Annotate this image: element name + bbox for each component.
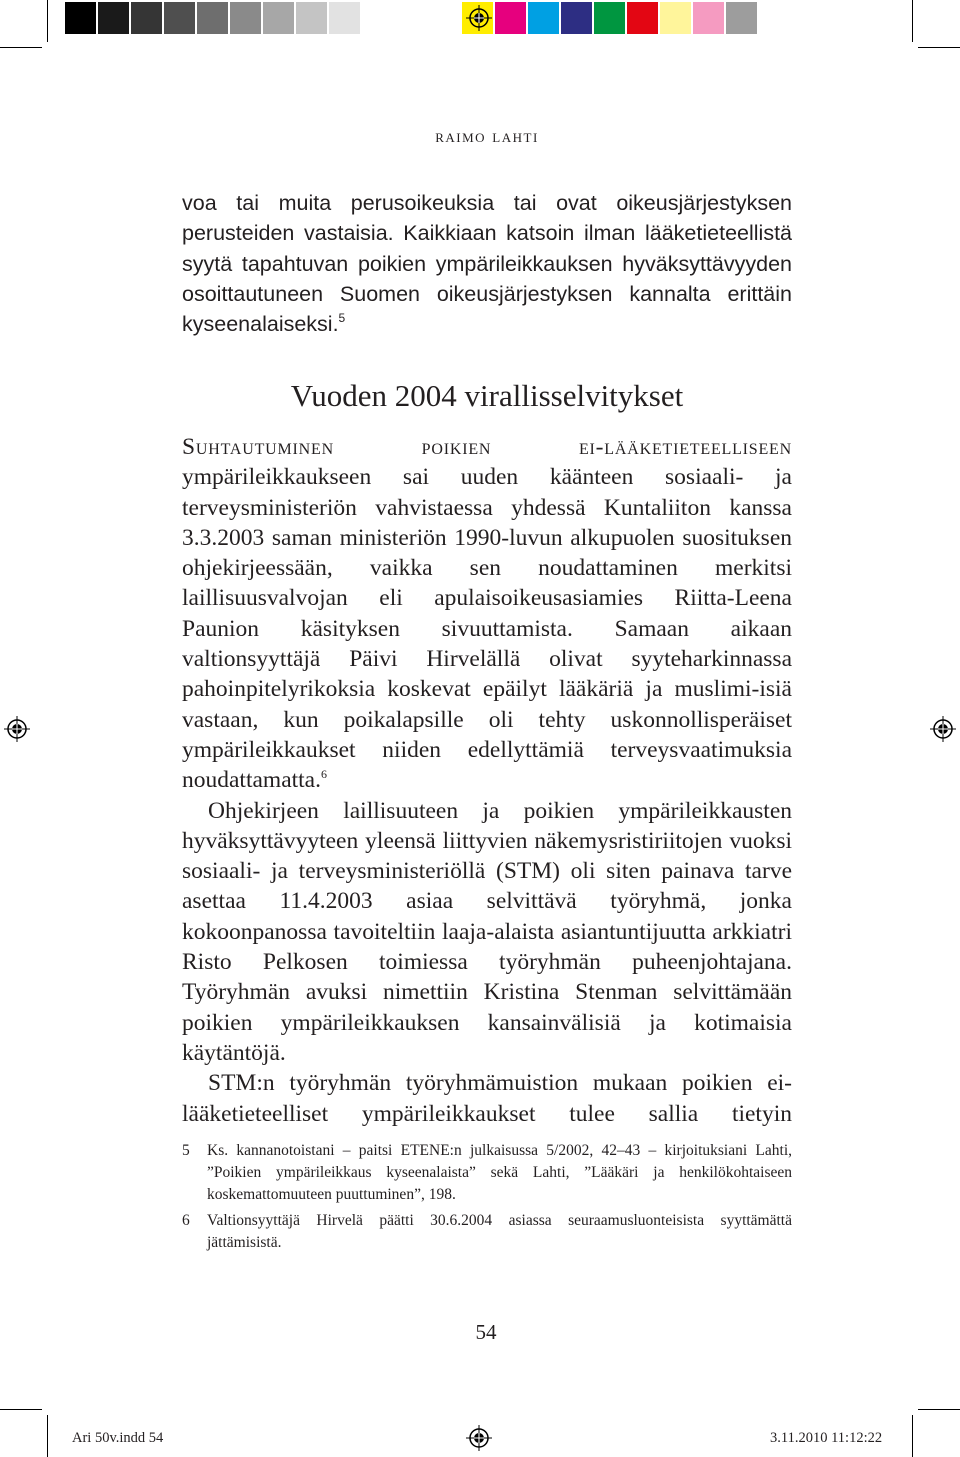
section-heading-block [182, 376, 792, 416]
footnote-6 [182, 1210, 792, 1254]
intro-paragraph [182, 188, 792, 339]
swatch-gray-7 [263, 2, 294, 34]
swatch-gray-1 [65, 2, 96, 34]
body-text [182, 432, 792, 1129]
slug-timestamp: 3.11.2010 11:12:22 [770, 1430, 883, 1446]
color-calibration-bar [65, 2, 759, 34]
crop-mark-bottom-right-h [918, 1409, 960, 1410]
footnotes [182, 1140, 792, 1258]
swatch-gray-4 [164, 2, 195, 34]
footnote-number: 5 [182, 1142, 190, 1159]
intro-text: voa tai muita perusoikeuksia tai ovat oikeusjärjestyksen perusteiden vastaisia. Kaikkiaan katsoin ilman lääketieteellistä syytä tapahtuvan poikien ympärileikkauksen hyväksyttävyyden osoittautuneen Suomen oikeusjärjestyksen kannalta erittäin kyseenalaiseksi. [182, 191, 792, 337]
crop-mark-bottom-left-h [0, 1409, 42, 1410]
swatch-magenta [495, 2, 526, 34]
swatch-light-yellow [660, 2, 691, 34]
registration-target-icon [466, 1425, 492, 1451]
swatch-red [627, 2, 658, 34]
swatch-blue [561, 2, 592, 34]
footnote-ref-5: 5 [338, 311, 346, 326]
paragraph-1-text: ympärileikkaukseen sai uuden käänteen sosiaali- ja terveysministeriön vahvistaessa yhdessä Kuntaliiton kanssa 3.3.2003 saman ministeriön 1990-luvun alkupuolen suosituksen ohjekirjeessään, vaikka sen noudattaminen merkitsi laillisuusvalvojan eli apulaisoikeusasiamies Riitta-Leena Paunion käsityksen sivuuttamista. Samaan aikaan valtionsyyttäjä Päivi Hirvelällä olivat syyteharkinnassa pahoinpitelyrikoksia koskevat epäilyt lääkäriä ja muslimi-isiä vastaan, kun poikalapsille oli tehty uskonnollisperäiset ympärileikkaukset niiden edellyttämiä terveysvaatimuksia noudattamatta. [182, 464, 792, 794]
slug-file-name: Ari 50v.indd 54 [72, 1430, 164, 1446]
crop-mark-top-right-h [918, 47, 960, 48]
swatch-pink [693, 2, 724, 34]
section-heading: Vuoden 2004 virallisselvitykset [290, 378, 684, 413]
swatch-gray-5 [197, 2, 228, 34]
crop-mark-bottom-left-v [47, 1415, 48, 1457]
crop-mark-top-left-h [0, 47, 42, 48]
footnote-number: 6 [182, 1212, 190, 1229]
swatch-cyan [528, 2, 559, 34]
registration-target-icon [466, 5, 492, 31]
body-paragraph-1 [182, 432, 792, 796]
footnote-5 [182, 1140, 792, 1206]
registration-target-icon [4, 716, 30, 742]
page-number: 54 [475, 1320, 497, 1344]
crop-mark-bottom-right-v [912, 1415, 913, 1457]
swatch-gray-2 [98, 2, 129, 34]
crop-mark-top-right-v [912, 0, 913, 42]
swatch-gray-9 [329, 2, 360, 34]
registration-target-icon [930, 716, 956, 742]
body-paragraph-3: STM:n työryhmän työryhmämuistion mukaan poikien ei-lääketieteelliset ympärileikkaukset tulee sallia tietyin [182, 1070, 792, 1127]
swatch-gray-10 [726, 2, 757, 34]
crop-mark-top-left-v [47, 0, 48, 42]
swatch-gray-8 [296, 2, 327, 34]
body-paragraph-2: Ohjekirjeen laillisuuteen ja poikien ympärileikkausten hyväksyttävyyteen yleensä liittyvien näkemysristiriitojen vuoksi sosiaali- ja terveysministeriöllä (STM) oli siten painava tarve asettaa 11.4.2003 asiaa selvittävä työryhmä, jonka kokoonpanossa tavoiteltiin laaja-alaista asiantuntijuutta arkkiatri Risto Pelkosen toimiessa työryhmän puheenjohtajana. Työryhmän avuksi nimettiin Kristina Stenman selvittämään poikien ympärileikkauksen kansainvälisiä ja kotimaisia käytäntöjä. [182, 797, 792, 1066]
swatch-gray-3 [131, 2, 162, 34]
section-lead-smallcaps: Suhtautuminen poikien ei-lääketieteelliseen [182, 434, 792, 460]
footnote-ref-6: 6 [321, 767, 327, 782]
running-head: raimo lahti [435, 126, 539, 147]
swatch-green [594, 2, 625, 34]
intro-block [182, 188, 792, 339]
footnote-text: Valtionsyyttäjä Hirvelä päätti 30.6.2004 asiassa seuraamusluonteisista syyttämättä jättämisistä. [207, 1212, 792, 1251]
footnote-text: Ks. kannanotoistani – paitsi ETENE:n julkaisussa 5/2002, 42–43 – kirjoituksiani Lahti, ”Poikien ympärileikkaus kyseenalaista” sekä Lahti, ”Lääkäri ja henkilökohtaiseen koskemattomuuteen puuttuminen”, 198. [207, 1142, 792, 1203]
swatch-gray-6 [230, 2, 261, 34]
